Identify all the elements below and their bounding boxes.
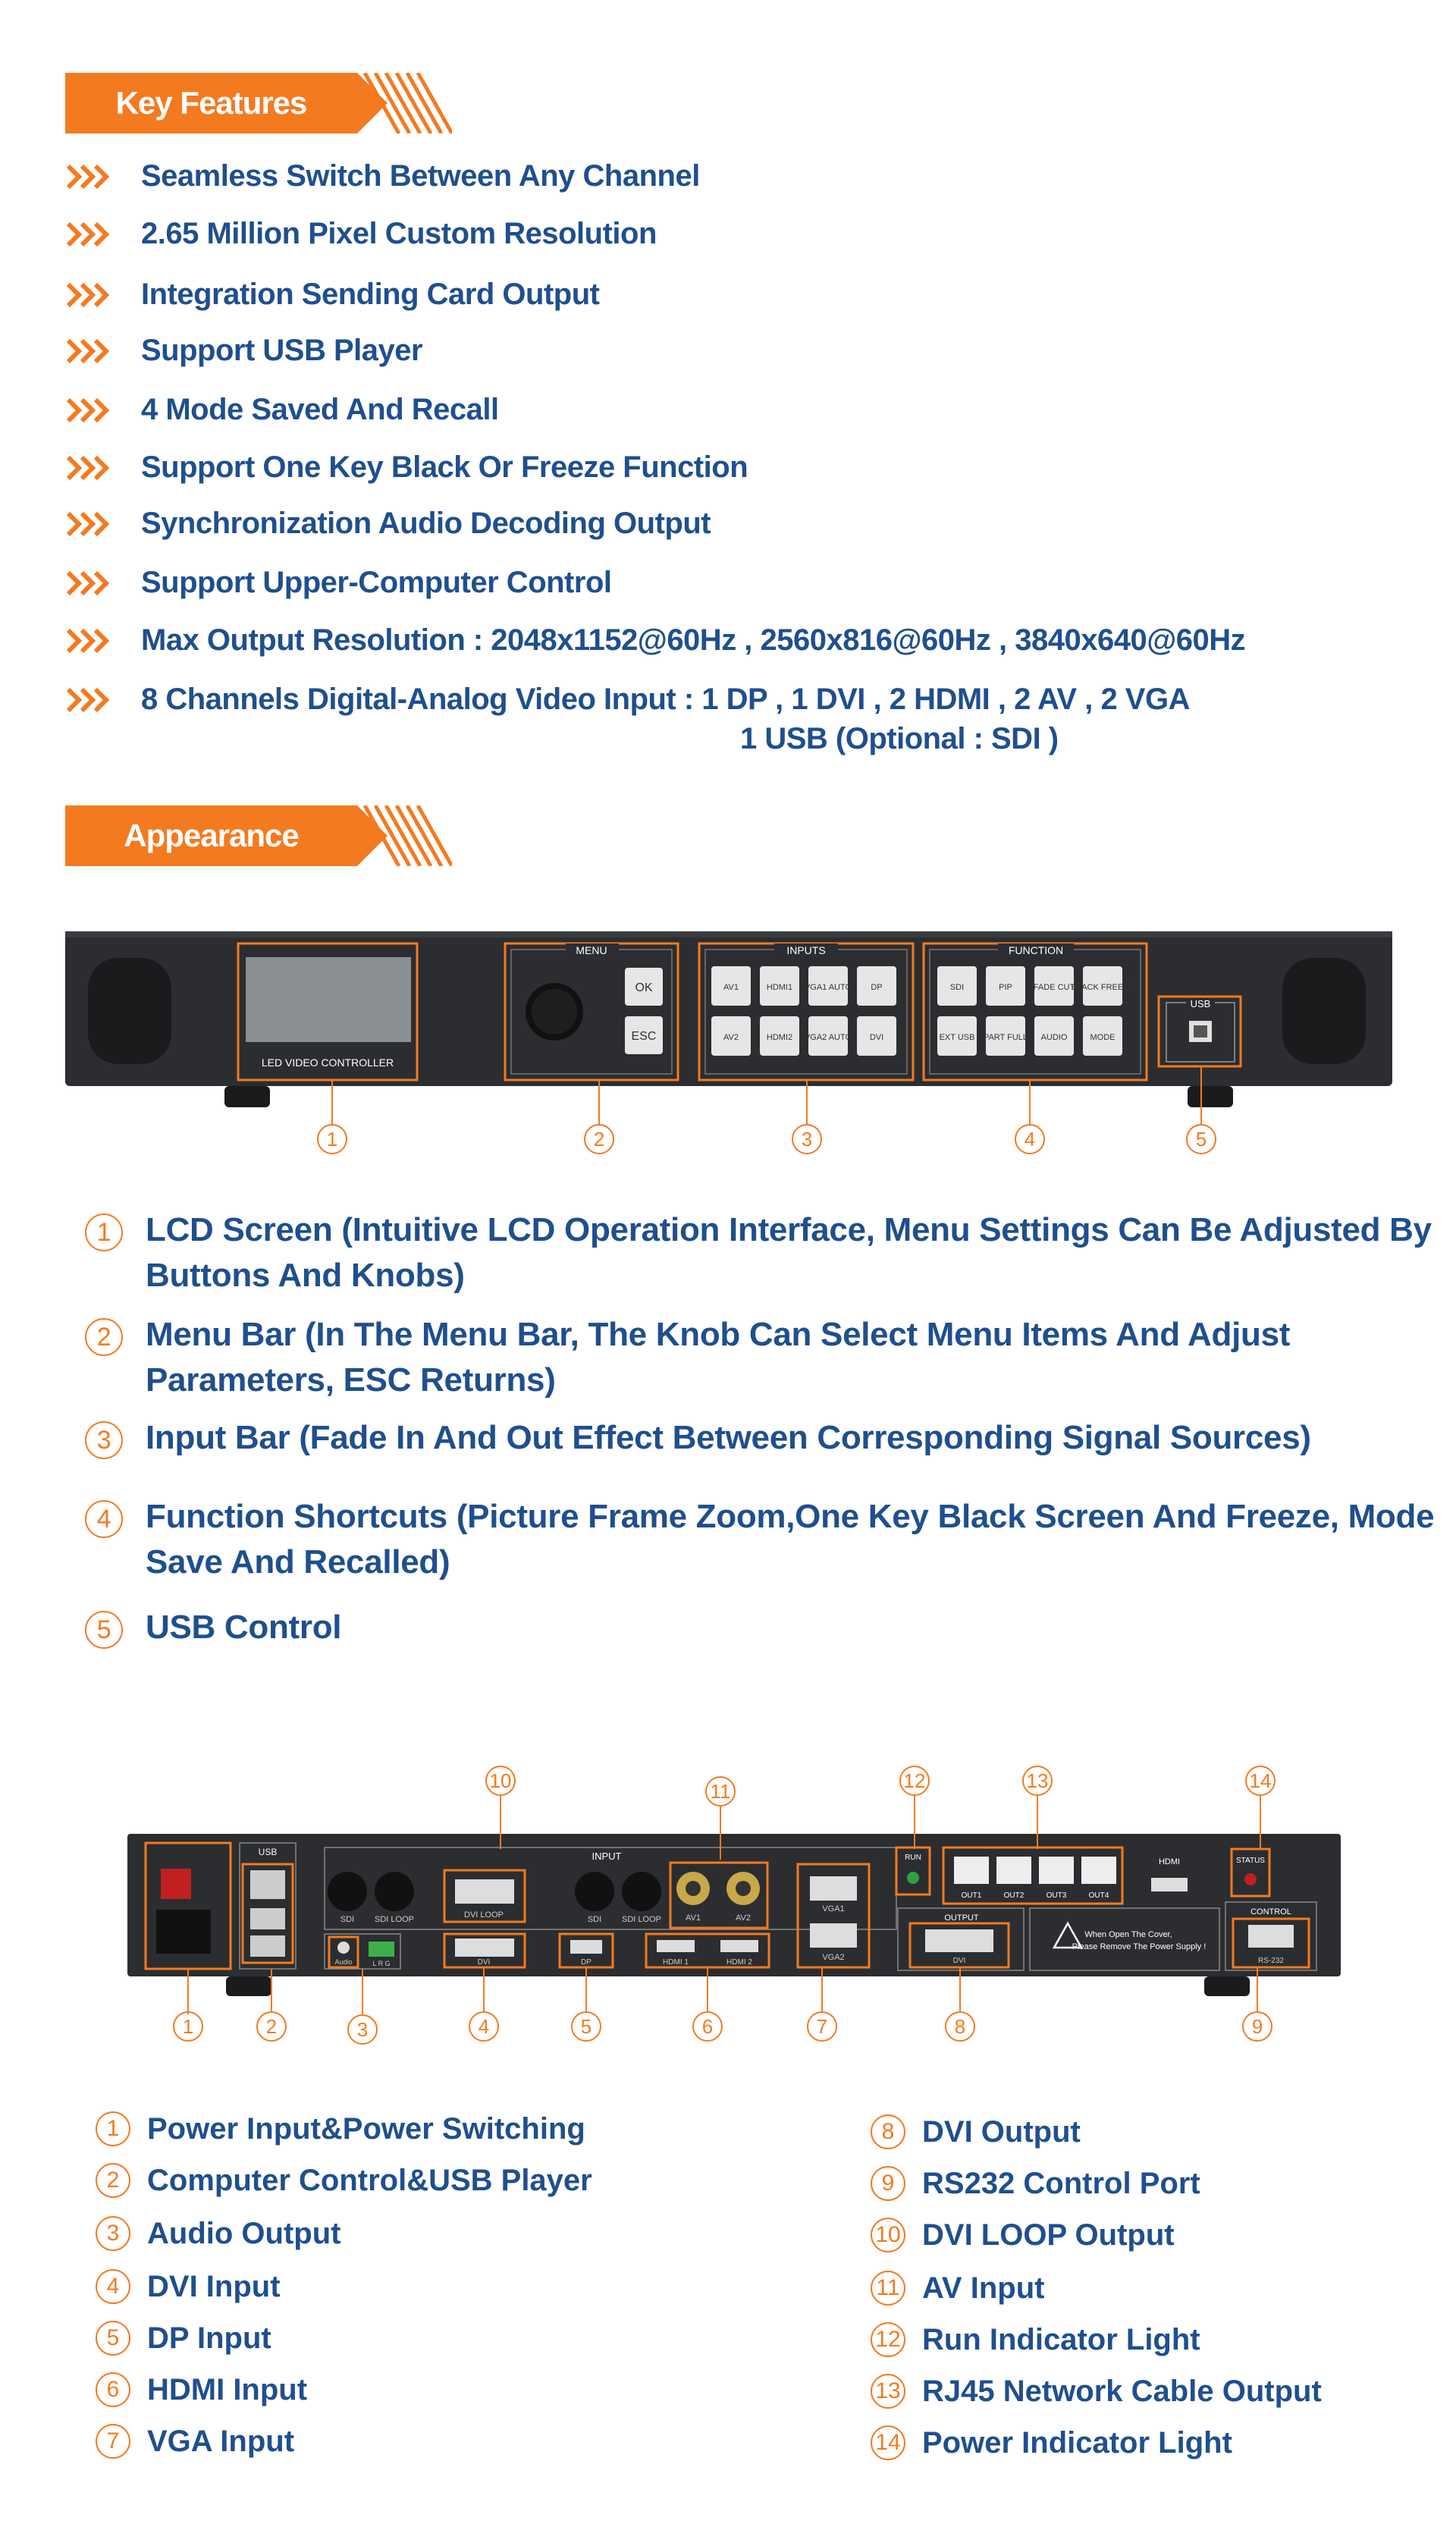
chevron-triple-icon [65, 164, 112, 190]
panel-button-label: FADE CUT [1033, 983, 1075, 992]
esc-label: ESC [631, 1030, 657, 1043]
svg-text:OUT2: OUT2 [1003, 1891, 1025, 1900]
panel-button-label: DVI [869, 1033, 884, 1042]
front-callout-5: 5 [1186, 1124, 1216, 1154]
chevron-triple-icon [65, 511, 112, 537]
chevron-triple-icon [65, 282, 112, 308]
panel-button-label: BLACK FREEZE [1071, 983, 1134, 992]
appearance-title: Appearance [124, 818, 299, 853]
chevron-triple-icon [65, 338, 112, 364]
lcd-label: LED VIDEO CONTROLLER [261, 1056, 394, 1069]
menu-label: MENU [576, 944, 607, 956]
back-usb-label: USB [258, 1847, 278, 1857]
svg-text:AV2: AV2 [736, 1913, 751, 1923]
back-callout-9: 9 [1242, 2011, 1272, 2042]
front-callout-1: 1 [317, 1124, 347, 1154]
back-callout-2: 2 [256, 2011, 287, 2042]
chevron-triple-icon [65, 687, 112, 713]
panel-button-label: SDI [949, 983, 965, 992]
svg-text:RS-232: RS-232 [1258, 1957, 1284, 1965]
inputs-label: INPUTS [786, 944, 826, 956]
back-callout-10: 10 [485, 1766, 516, 1796]
back-callout-13: 13 [1022, 1766, 1053, 1796]
chevron-triple-icon [65, 628, 112, 654]
svg-text:STATUS: STATUS [1236, 1857, 1265, 1865]
back-callout-7: 7 [807, 2011, 837, 2042]
svg-text:RUN: RUN [905, 1854, 921, 1862]
svg-text:VGA1: VGA1 [822, 1904, 845, 1913]
chevron-triple-icon [65, 570, 112, 596]
svg-text:DP: DP [581, 1958, 592, 1967]
svg-text:DVI: DVI [952, 1957, 966, 1965]
panel-button-label: PART FULL [983, 1033, 1028, 1042]
panel-button-label: VGA1 AUTO [804, 983, 852, 992]
svg-text:SDI LOOP: SDI LOOP [375, 1915, 414, 1924]
svg-text:SDI: SDI [340, 1915, 355, 1924]
back-callout-11: 11 [705, 1776, 736, 1807]
chevron-triple-icon [65, 221, 112, 247]
svg-text:OUTPUT: OUTPUT [944, 1913, 979, 1923]
panel-button-label: VGA2 AUTO [804, 1033, 852, 1042]
stripes-decoration [342, 73, 452, 133]
panel-button-label: HDMI1 [766, 983, 793, 992]
key-features-tag [65, 73, 452, 133]
svg-text:L R G: L R G [372, 1960, 391, 1967]
back-callout-6: 6 [692, 2011, 723, 2042]
chevron-triple-icon [65, 397, 112, 423]
svg-text:OUT1: OUT1 [961, 1891, 982, 1900]
front-callout-3: 3 [792, 1124, 822, 1154]
back-callout-12: 12 [899, 1766, 930, 1796]
panel-button-label: HDMI2 [766, 1033, 793, 1042]
panel-button-label: MODE [1090, 1033, 1116, 1042]
back-callout-14: 14 [1245, 1766, 1276, 1796]
front-callout-2: 2 [584, 1124, 614, 1154]
panel-button-label: AV2 [723, 1033, 739, 1042]
svg-text:HDMI: HDMI [1158, 1857, 1181, 1866]
svg-text:DVI: DVI [477, 1958, 491, 1967]
back-callout-1: 1 [173, 2011, 203, 2042]
function-label: FUNCTION [1008, 944, 1064, 956]
svg-text:Audio: Audio [334, 1958, 353, 1966]
front-callout-4: 4 [1015, 1124, 1045, 1154]
svg-text:HDMI 2: HDMI 2 [726, 1958, 752, 1967]
panel-button-label: EXT USB [939, 1033, 975, 1042]
panel-button-label: AUDIO [1040, 1033, 1068, 1042]
svg-text:HDMI 1: HDMI 1 [663, 1958, 689, 1967]
back-callout-4: 4 [469, 2011, 499, 2042]
front-panel-image [65, 931, 1392, 1113]
chevron-triple-icon [65, 455, 112, 481]
panel-button-label: DP [871, 983, 883, 992]
panel-button-label: AV1 [723, 983, 739, 992]
back-callout-8: 8 [945, 2011, 975, 2042]
svg-text:VGA2: VGA2 [822, 1953, 845, 1962]
key-features-title: Key Features [115, 85, 307, 121]
svg-text:OUT3: OUT3 [1046, 1891, 1067, 1900]
appearance-tag [65, 805, 452, 866]
back-panel-image [127, 1834, 1341, 2016]
input-label: INPUT [592, 1851, 622, 1862]
svg-text:When Open The Cover,: When Open The Cover, [1084, 1930, 1172, 1939]
ok-label: OK [635, 981, 653, 994]
svg-text:SDI LOOP: SDI LOOP [622, 1915, 661, 1924]
svg-text:CONTROL: CONTROL [1250, 1907, 1291, 1917]
svg-text:OUT4: OUT4 [1088, 1891, 1109, 1900]
back-callout-5: 5 [571, 2011, 601, 2042]
back-callout-3: 3 [347, 2014, 378, 2045]
svg-text:Please Remove The Power Supply: Please Remove The Power Supply ! [1072, 1942, 1207, 1951]
usb-label: USB [1190, 998, 1211, 1009]
svg-text:DVI LOOP: DVI LOOP [464, 1910, 504, 1920]
svg-text:SDI: SDI [587, 1915, 602, 1924]
svg-text:AV1: AV1 [686, 1913, 701, 1923]
stripes-decoration [342, 805, 452, 866]
panel-button-label: PIP [999, 983, 1012, 992]
